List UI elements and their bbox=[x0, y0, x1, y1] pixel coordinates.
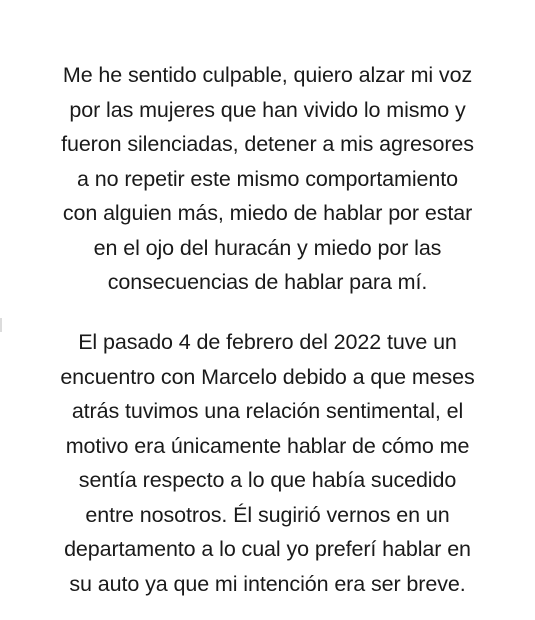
paragraph-2-line-6: entre nosotros. Él sugirió vernos en un bbox=[85, 502, 450, 527]
paragraph-2-line-5: sentía respecto a lo que había sucedido bbox=[78, 468, 457, 492]
paragraph-2-line-3: atrás tuvimos una relación sentimental, el bbox=[71, 399, 464, 423]
paragraph-1-line-5: con alguien más, miedo de hablar por estar bbox=[62, 201, 473, 225]
paragraph-2-line-1: El pasado 4 de febrero del 2022 tuve un bbox=[78, 330, 457, 354]
paragraph-2 bbox=[0, 325, 535, 601]
paragraph-2-line-2: encuentro con Marcelo debido a que meses bbox=[60, 364, 475, 389]
paragraph-1-line-7: consecuencias de hablar para mí. bbox=[107, 270, 428, 294]
paragraph-2-line-7: departamento a lo cual yo preferí hablar en bbox=[64, 537, 471, 561]
paragraph-1-line-3: fueron silenciadas, detener a mis agresores bbox=[61, 132, 474, 156]
paragraph-1-line-1: Me he sentido culpable, quiero alzar mi voz bbox=[62, 63, 473, 87]
paragraph-1-line-6: en el ojo del huracán y miedo por las bbox=[93, 235, 442, 260]
paragraph-1 bbox=[0, 58, 535, 300]
paragraph-1-line-2: por las mujeres que han vivido lo mismo y bbox=[69, 97, 466, 122]
paragraph-2-line-8: su auto ya que mi intención era ser breve. bbox=[69, 571, 466, 596]
paragraph-1-line-4: a no repetir este mismo comportamiento bbox=[77, 166, 458, 191]
paragraph-2-line-4: motivo era únicamente hablar de cómo me bbox=[65, 433, 470, 458]
